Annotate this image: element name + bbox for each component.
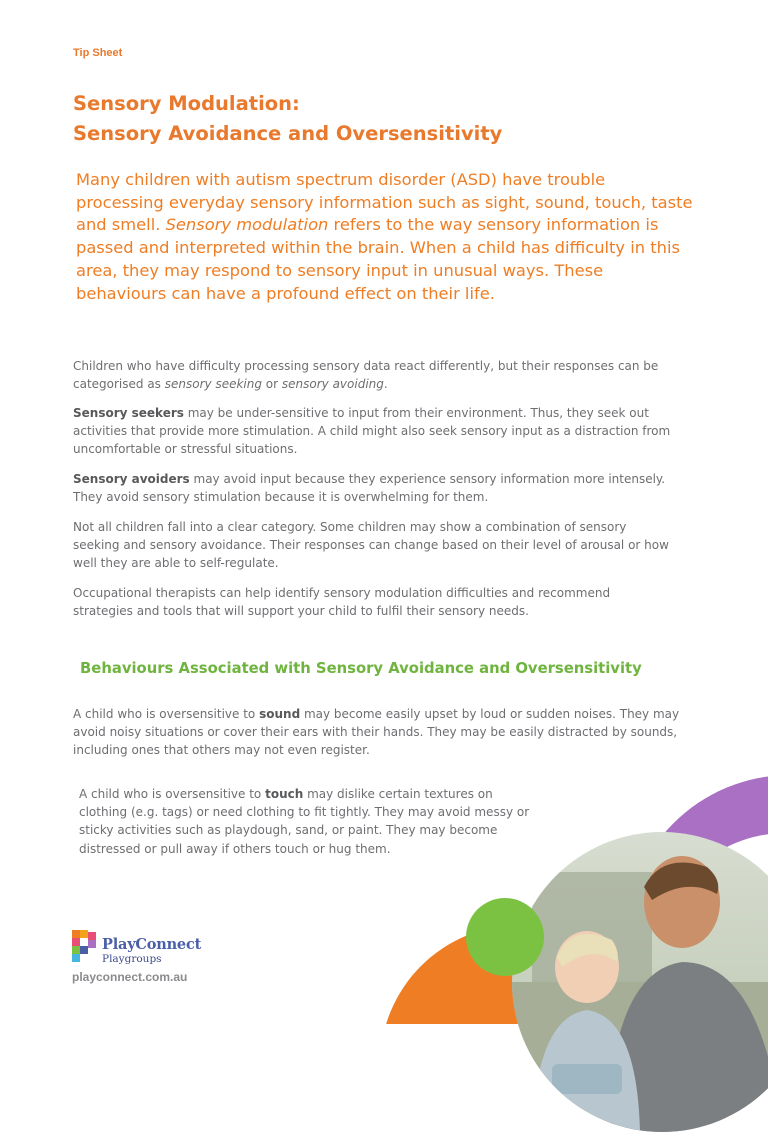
paragraph-combination: Not all children fall into a clear category. Some children may show a combination of sensory seeking and sensory avoidance. Their responses can change based on their level of arousal or how well they are able to self-regulate. [73,520,669,571]
logo-sub: Playgroups [102,953,162,965]
intro-emphasis: Sensory modulation [165,215,329,235]
sound-pre: A child who is oversensitive to [73,707,260,721]
p1-emphasis-seeking: sensory seeking [164,377,262,392]
sound-term: sound [259,707,301,721]
section-heading: Behaviours Associated with Sensory Avoidance and Oversensitivity [80,660,642,677]
paragraph-therapists: Occupational therapists can help identify sensory modulation difficulties and recommend strategies and tools that will support your child to fulfil their sensory needs. [73,586,611,619]
paragraph-categories [73,357,673,393]
seekers-term: Sensory seekers [73,406,184,420]
avoiders-text: may avoid input because they experience sensory information more intensely. They avoid sensory stimulation because it is overwhelming for them. [73,472,666,505]
sound-post: may become easily upset by loud or sudden noises. They may avoid noisy situations or cover their ears with their hands. They may be easily distracted by sounds, including ones that others may not even register. [73,707,680,758]
seekers-text: may be under-sensitive to input from their environment. Thus, they seek out activities that provide more stimulation. A child might also seek sensory input as a distraction from uncomfortable or stressful situations. [73,406,671,457]
paragraph-touch [79,785,544,858]
p1-end: . [383,377,388,392]
avoiders-term: Sensory avoiders [73,472,190,486]
p1-text: Children who have difficulty processing sensory data react differently, but their responses can be categorised as [73,359,659,392]
paragraph-avoiders [73,470,673,506]
title-line-1: Sensory Modulation: [73,92,300,115]
tip-sheet-label: Tip Sheet [73,47,123,59]
logo-name: PlayConnect [102,936,202,953]
title-line-2: Sensory Avoidance and Oversensitivity [73,122,503,145]
paragraph-seekers [73,404,673,459]
p1-or: or [261,377,282,392]
intro-text-1: Many children with autism spectrum disorder (ASD) have trouble processing everyday sensory information such as sight, sound, touch, taste and smell. [76,170,693,235]
playconnect-logo [102,936,201,965]
playconnect-logo-icon [70,928,102,966]
intro-text-2: refers to the way sensory information is passed and interpreted within the brain. When a child has difficulty in this area, they may respond to sensory input in unusual ways. These behaviours can have a profound effect on their life. [76,215,680,303]
touch-post: may dislike certain textures on clothing (e.g. tags) or need clothing to fit tightly. They may avoid messy or sticky activities such as playdough, sand, or paint. They may become distressed or pull away if others touch or hug them. [79,787,530,856]
touch-pre: A child who is oversensitive to [79,787,266,801]
intro-paragraph [76,169,696,305]
green-circle [466,898,546,978]
paragraph-sound [73,705,683,760]
website-link[interactable]: playconnect.com.au [72,970,188,984]
p1-emphasis-avoiding: sensory avoiding [281,377,384,392]
touch-term: touch [265,787,304,801]
page-title [73,89,693,149]
